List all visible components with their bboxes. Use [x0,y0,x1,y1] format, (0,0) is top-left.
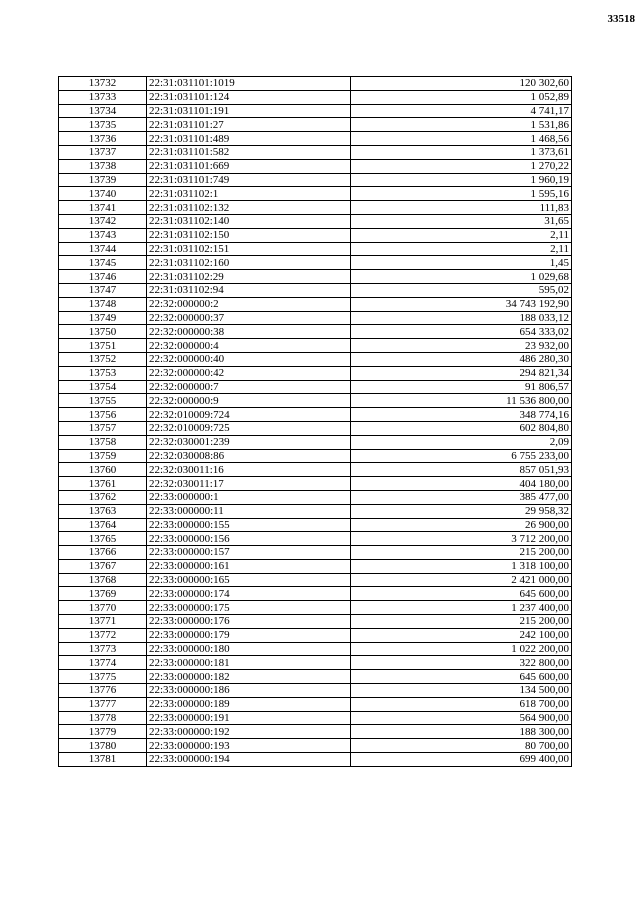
value-cell: 188 300,00 [351,725,572,739]
row-number-cell: 13761 [59,477,147,491]
table-row [59,449,572,463]
value-cell: 294 821,34 [351,366,572,380]
row-number-cell: 13770 [59,601,147,615]
table-row [59,421,572,435]
row-number-cell: 13765 [59,532,147,546]
cadastral-number-cell: 22:32:000000:40 [147,352,351,366]
row-number-cell: 13735 [59,118,147,132]
row-number-cell: 13775 [59,670,147,684]
cadastral-number-cell: 22:31:031102:160 [147,256,351,270]
value-cell: 645 600,00 [351,670,572,684]
cadastral-number-cell: 22:31:031101:582 [147,145,351,159]
cadastral-number-cell: 22:31:031102:140 [147,214,351,228]
cadastral-number-cell: 22:32:000000:38 [147,325,351,339]
value-cell: 618 700,00 [351,697,572,711]
row-number-cell: 13766 [59,546,147,560]
row-number-cell: 13734 [59,104,147,118]
table-row [59,228,572,242]
row-number-cell: 13742 [59,214,147,228]
table-row [59,615,572,629]
cadastral-number-cell: 22:32:000000:9 [147,394,351,408]
table-row [59,684,572,698]
row-number-cell: 13756 [59,408,147,422]
value-cell: 486 280,30 [351,352,572,366]
table-row [59,546,572,560]
table-row [59,601,572,615]
cadastral-number-cell: 22:33:000000:165 [147,573,351,587]
table-row [59,394,572,408]
cadastral-number-cell: 22:31:031101:191 [147,104,351,118]
table-row [59,518,572,532]
row-number-cell: 13738 [59,159,147,173]
table-row [59,559,572,573]
value-cell: 602 804,80 [351,421,572,435]
value-cell: 23 932,00 [351,339,572,353]
row-number-cell: 13773 [59,642,147,656]
value-cell: 1 468,56 [351,132,572,146]
value-cell: 1 237 400,00 [351,601,572,615]
cadastral-number-cell: 22:33:000000:175 [147,601,351,615]
value-cell: 1 960,19 [351,173,572,187]
cadastral-number-cell: 22:32:030011:16 [147,463,351,477]
cadastral-number-cell: 22:31:031101:489 [147,132,351,146]
value-cell: 215 200,00 [351,546,572,560]
cadastral-number-cell: 22:32:030008:86 [147,449,351,463]
table-row [59,325,572,339]
row-number-cell: 13737 [59,145,147,159]
row-number-cell: 13779 [59,725,147,739]
cadastral-number-cell: 22:33:000000:192 [147,725,351,739]
value-cell: 4 741,17 [351,104,572,118]
row-number-cell: 13767 [59,559,147,573]
value-cell: 1 595,16 [351,187,572,201]
value-cell: 1 029,68 [351,270,572,284]
page-number: 33518 [607,13,635,25]
cadastral-number-cell: 22:33:000000:194 [147,753,351,767]
value-cell: 1,45 [351,256,572,270]
row-number-cell: 13771 [59,615,147,629]
row-number-cell: 13781 [59,753,147,767]
cadastral-number-cell: 22:33:000000:181 [147,656,351,670]
table-row [59,435,572,449]
table-row [59,670,572,684]
cadastral-number-cell: 22:33:000000:157 [147,546,351,560]
value-cell: 1 052,89 [351,90,572,104]
cadastral-number-cell: 22:31:031102:150 [147,228,351,242]
cadastral-number-cell: 22:32:000000:42 [147,366,351,380]
table-row [59,159,572,173]
cadastral-number-cell: 22:32:010009:725 [147,421,351,435]
row-number-cell: 13733 [59,90,147,104]
row-number-cell: 13753 [59,366,147,380]
table-row [59,477,572,491]
cadastral-number-cell: 22:32:000000:7 [147,380,351,394]
row-number-cell: 13732 [59,77,147,91]
row-number-cell: 13736 [59,132,147,146]
cadastral-number-cell: 22:32:000000:2 [147,297,351,311]
row-number-cell: 13740 [59,187,147,201]
value-cell: 1 022 200,00 [351,642,572,656]
cadastral-number-cell: 22:32:010009:724 [147,408,351,422]
value-cell: 242 100,00 [351,628,572,642]
row-number-cell: 13749 [59,311,147,325]
cadastral-number-cell: 22:31:031102:132 [147,201,351,215]
row-number-cell: 13748 [59,297,147,311]
table-row [59,642,572,656]
cadastral-number-cell: 22:33:000000:189 [147,697,351,711]
row-number-cell: 13741 [59,201,147,215]
cadastral-number-cell: 22:31:031101:27 [147,118,351,132]
value-cell: 2,11 [351,242,572,256]
cadastral-number-cell: 22:33:000000:11 [147,504,351,518]
cadastral-number-cell: 22:33:000000:191 [147,711,351,725]
value-cell: 91 806,57 [351,380,572,394]
table-row [59,201,572,215]
row-number-cell: 13774 [59,656,147,670]
value-cell: 385 477,00 [351,490,572,504]
row-number-cell: 13743 [59,228,147,242]
row-number-cell: 13769 [59,587,147,601]
cadastral-number-cell: 22:33:000000:155 [147,518,351,532]
cadastral-number-cell: 22:31:031101:749 [147,173,351,187]
row-number-cell: 13764 [59,518,147,532]
value-cell: 2,09 [351,435,572,449]
row-number-cell: 13755 [59,394,147,408]
cadastral-number-cell: 22:32:000000:37 [147,311,351,325]
cadastral-number-cell: 22:33:000000:182 [147,670,351,684]
row-number-cell: 13762 [59,490,147,504]
table-body [59,77,572,767]
cadastral-number-cell: 22:31:031101:1019 [147,77,351,91]
row-number-cell: 13772 [59,628,147,642]
table-row [59,104,572,118]
cadastral-number-cell: 22:33:000000:1 [147,490,351,504]
row-number-cell: 13751 [59,339,147,353]
row-number-cell: 13777 [59,697,147,711]
value-cell: 645 600,00 [351,587,572,601]
value-cell: 595,02 [351,283,572,297]
table-row [59,283,572,297]
table-row [59,532,572,546]
row-number-cell: 13780 [59,739,147,753]
value-cell: 6 755 233,00 [351,449,572,463]
cadastral-number-cell: 22:31:031102:151 [147,242,351,256]
cadastral-number-cell: 22:33:000000:156 [147,532,351,546]
table-row [59,573,572,587]
cadastral-number-cell: 22:31:031102:94 [147,283,351,297]
table-row [59,463,572,477]
value-cell: 215 200,00 [351,615,572,629]
table-row [59,214,572,228]
table-row [59,656,572,670]
table-row [59,270,572,284]
table-row [59,504,572,518]
table-row [59,366,572,380]
row-number-cell: 13744 [59,242,147,256]
row-number-cell: 13758 [59,435,147,449]
row-number-cell: 13746 [59,270,147,284]
table-row [59,711,572,725]
row-number-cell: 13750 [59,325,147,339]
value-cell: 29 958,32 [351,504,572,518]
cadastral-number-cell: 22:32:030011:17 [147,477,351,491]
value-cell: 1 373,61 [351,145,572,159]
cadastral-number-cell: 22:32:030001:239 [147,435,351,449]
table-row [59,380,572,394]
cadastral-number-cell: 22:31:031102:29 [147,270,351,284]
table-row [59,628,572,642]
table-row [59,187,572,201]
cadastral-number-cell: 22:33:000000:176 [147,615,351,629]
value-cell: 322 800,00 [351,656,572,670]
row-number-cell: 13745 [59,256,147,270]
cadastral-number-cell: 22:31:031101:124 [147,90,351,104]
table-row [59,242,572,256]
row-number-cell: 13768 [59,573,147,587]
table-row [59,753,572,767]
table-row [59,587,572,601]
row-number-cell: 13776 [59,684,147,698]
value-cell: 564 900,00 [351,711,572,725]
table-row [59,77,572,91]
value-cell: 111,83 [351,201,572,215]
row-number-cell: 13754 [59,380,147,394]
value-cell: 3 712 200,00 [351,532,572,546]
row-number-cell: 13739 [59,173,147,187]
value-cell: 26 900,00 [351,518,572,532]
value-cell: 857 051,93 [351,463,572,477]
value-cell: 11 536 800,00 [351,394,572,408]
row-number-cell: 13760 [59,463,147,477]
value-cell: 120 302,60 [351,77,572,91]
row-number-cell: 13757 [59,421,147,435]
table-row [59,118,572,132]
value-cell: 699 400,00 [351,753,572,767]
row-number-cell: 13752 [59,352,147,366]
table-row [59,697,572,711]
value-cell: 80 700,00 [351,739,572,753]
cadastral-number-cell: 22:31:031101:669 [147,159,351,173]
row-number-cell: 13747 [59,283,147,297]
value-cell: 1 531,86 [351,118,572,132]
cadastral-number-cell: 22:33:000000:180 [147,642,351,656]
value-cell: 1 318 100,00 [351,559,572,573]
value-cell: 348 774,16 [351,408,572,422]
value-cell: 188 033,12 [351,311,572,325]
table-row [59,297,572,311]
row-number-cell: 13759 [59,449,147,463]
value-cell: 1 270,22 [351,159,572,173]
table-row [59,256,572,270]
table-row [59,408,572,422]
table-row [59,490,572,504]
row-number-cell: 13778 [59,711,147,725]
value-cell: 34 743 192,90 [351,297,572,311]
value-cell: 2 421 000,00 [351,573,572,587]
table-row [59,145,572,159]
table-row [59,132,572,146]
value-cell: 404 180,00 [351,477,572,491]
table-row [59,352,572,366]
cadastral-number-cell: 22:32:000000:4 [147,339,351,353]
value-cell: 2,11 [351,228,572,242]
cadastral-number-cell: 22:31:031102:1 [147,187,351,201]
table-row [59,725,572,739]
value-cell: 134 500,00 [351,684,572,698]
table-row [59,311,572,325]
row-number-cell: 13763 [59,504,147,518]
cadastral-value-table [58,76,572,767]
cadastral-number-cell: 22:33:000000:186 [147,684,351,698]
cadastral-number-cell: 22:33:000000:193 [147,739,351,753]
cadastral-number-cell: 22:33:000000:174 [147,587,351,601]
value-cell: 654 333,02 [351,325,572,339]
value-cell: 31,65 [351,214,572,228]
cadastral-number-cell: 22:33:000000:179 [147,628,351,642]
table-row [59,339,572,353]
table-row [59,173,572,187]
cadastral-number-cell: 22:33:000000:161 [147,559,351,573]
table-row [59,739,572,753]
table-row [59,90,572,104]
